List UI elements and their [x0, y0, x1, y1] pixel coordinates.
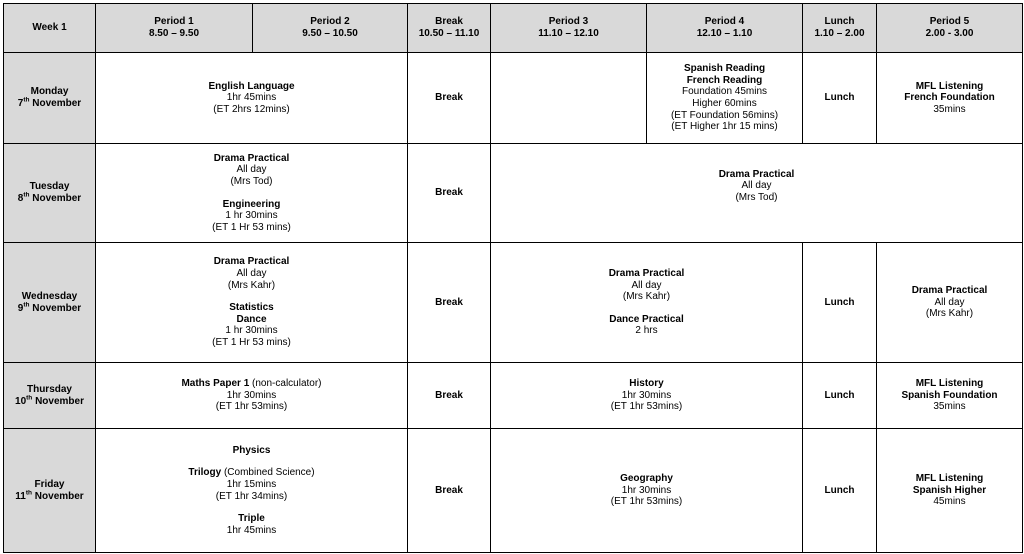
- wednesday-lunch: Lunch: [803, 243, 877, 363]
- friday-morning-exams: Physics Trilogy (Combined Science) 1hr 15mins (ET 1hr 34mins) Triple 1hr 45mins: [96, 429, 408, 553]
- wednesday-morning-exams: Drama Practical All day (Mrs Kahr) Statistics Dance 1 hr 30mins (ET 1 Hr 53 mins): [96, 243, 408, 363]
- thursday-lunch: Lunch: [803, 363, 877, 429]
- thursday-period-5-exam: MFL Listening Spanish Foundation 35mins: [877, 363, 1023, 429]
- monday-morning-exam: English Language 1hr 45mins (ET 2hrs 12mins): [96, 53, 408, 144]
- friday-midday-exam: Geography 1hr 30mins (ET 1hr 53mins): [491, 429, 803, 553]
- monday-period-5-exam: MFL Listening French Foundation 35mins: [877, 53, 1023, 144]
- tuesday-row: [4, 144, 1023, 243]
- tuesday-afternoon-exam: Drama Practical All day (Mrs Tod): [491, 144, 1023, 243]
- monday-period-3-empty: [491, 53, 647, 144]
- day-label-monday: Monday 7th November: [4, 53, 96, 144]
- thursday-row: [4, 363, 1023, 429]
- period-3-header: Period 3 11.10 – 12.10: [491, 4, 647, 53]
- thursday-break: Break: [408, 363, 491, 429]
- lunch-header: Lunch 1.10 – 2.00: [803, 4, 877, 53]
- period-2-header: Period 2 9.50 – 10.50: [253, 4, 408, 53]
- week-label: Week 1: [4, 4, 96, 53]
- exam-timetable: [3, 3, 1023, 553]
- monday-row: [4, 53, 1023, 144]
- tuesday-break: Break: [408, 144, 491, 243]
- period-1-header: Period 1 8.50 – 9.50: [96, 4, 253, 53]
- day-label-tuesday: Tuesday 8th November: [4, 144, 96, 243]
- wednesday-row: [4, 243, 1023, 363]
- day-label-thursday: Thursday 10th November: [4, 363, 96, 429]
- header-row: [4, 4, 1023, 53]
- day-label-friday: Friday 11th November: [4, 429, 96, 553]
- wednesday-midday-exams: Drama Practical All day (Mrs Kahr) Dance Practical 2 hrs: [491, 243, 803, 363]
- friday-break: Break: [408, 429, 491, 553]
- tuesday-morning-exams: Drama Practical All day (Mrs Tod) Engineering 1 hr 30mins (ET 1 Hr 53 mins): [96, 144, 408, 243]
- friday-period-5-exam: MFL Listening Spanish Higher 45mins: [877, 429, 1023, 553]
- wednesday-break: Break: [408, 243, 491, 363]
- period-4-header: Period 4 12.10 – 1.10: [647, 4, 803, 53]
- thursday-midday-exam: History 1hr 30mins (ET 1hr 53mins): [491, 363, 803, 429]
- break-header: Break 10.50 – 11.10: [408, 4, 491, 53]
- thursday-morning-exam: Maths Paper 1 (non-calculator) 1hr 30mins (ET 1hr 53mins): [96, 363, 408, 429]
- monday-period-4-exam: Spanish Reading French Reading Foundation 45mins Higher 60mins (ET Foundation 56mins) (ET Higher 1hr 15 mins): [647, 53, 803, 144]
- monday-lunch: Lunch: [803, 53, 877, 144]
- friday-row: [4, 429, 1023, 553]
- monday-break: Break: [408, 53, 491, 144]
- friday-lunch: Lunch: [803, 429, 877, 553]
- day-label-wednesday: Wednesday 9th November: [4, 243, 96, 363]
- period-5-header: Period 5 2.00 - 3.00: [877, 4, 1023, 53]
- wednesday-period-5-exam: Drama Practical All day (Mrs Kahr): [877, 243, 1023, 363]
